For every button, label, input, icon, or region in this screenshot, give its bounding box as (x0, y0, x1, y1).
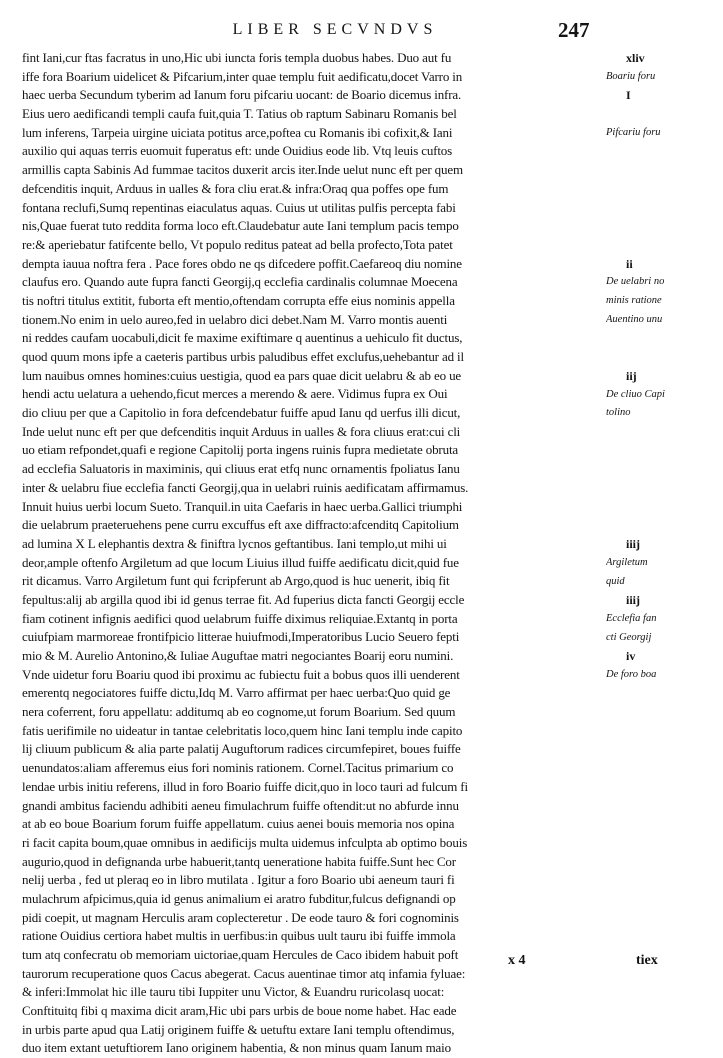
text-line: fontana reclufi,Sumq repentinas eiaculatus aquas. Cuius ut utilitas pulfis percepta fabi (22, 199, 456, 215)
text-line: emerentq negociatores fuiffe dictu,Idq M. Varro affirmat per haec uerba:Quo quid ge (22, 685, 451, 701)
text-line: fepultus:alij ab argilla quod ibi id genus terrae fit. Ad fuperius dicta fancti Georgij eccle (22, 591, 465, 607)
margin-numeral: ii (626, 256, 633, 271)
text-line: duo item extant uetuftiorem Iano originem habentia, & non minus quam Ianum maio (22, 1040, 451, 1056)
text-line: fatis uerifimile no uideatur in tantae celebritatis loco,quem hinc Iani templu inde capito (22, 722, 463, 738)
text-line: auxilio qui aquas terris euomuit fuperatus eft: unde Ouidius eode lib. Vtq leuis cuftos (22, 143, 453, 159)
text-line: fint Iani,cur ftas facratus in uno,Hic ubi iuncta foris templa duobus habes. Duo aut fu (22, 50, 452, 65)
margin-note: Ecclefia fan (606, 613, 657, 624)
text-line: defcenditis inquit, Arduus in ualles & fora cliu erat.& infra:Oraq qua poffes ope fum (22, 180, 449, 196)
text-line: re:& aperiebatur fatifcente bello, Vt populo reditus pateat ad bella profecto,Tota patet (22, 236, 453, 252)
running-title: LIBER SECVNDVS (232, 21, 438, 38)
signature-mark: x 4 (508, 953, 526, 968)
text-line: augurio,quod in defignanda urbe habuerit,tantq ueneratione habita fuiffe.Sunt hec Cor (22, 853, 456, 869)
margin-note: quid (606, 575, 625, 587)
margin-note: De uelabri no (606, 276, 665, 288)
margin-note: Argiletum (606, 556, 648, 568)
text-line: hendi actu uelatura a uehendo,ficut merces a merendo & aere. Vidimus fupra ex Oui (22, 386, 448, 402)
catchword: tiex (636, 953, 658, 968)
text-line: taurorum recuperatione quos Cacus abegerat. Cacus auentinae timor atq infamia fyluae: (22, 965, 466, 981)
text-line: cuiufpiam marmoreae frontifpicio litterae huiufmodi,Imperatoribus Lucio Seuero fepti (22, 629, 460, 645)
text-line: Inde uelut nunc eft per que defcenditis inquit Arduus in ualles & fora cliuus erat:cui cli (22, 423, 461, 439)
text-line: rit dicamus. Varro Argiletum funt qui fcripferunt ab Argo,quod is huc uenerit, ibiq fit (22, 573, 450, 589)
text-line: nera coferrent, foru appellatu: additumq ab eo cognome,ut forum Boarium. Sed quum (22, 704, 456, 720)
text-line: nis,Quae fuerat tuto reddita forma loco eft.Claudebatur aute Iani templum pacis tempo (22, 218, 459, 234)
margin-note: De cliuo Capi (606, 388, 665, 400)
text-line: armillis capta Sabinis Ad fummae tacitos duxerit arcis iter.Inde uelut nunc eft per quem (22, 162, 463, 178)
text-line: deor,ample oftenfo Argiletum ad que locum Liuius illud fuiffe aedificatu dicit,quid fue (22, 554, 459, 570)
text-line: ad lumina X L elephantis dextra & finiftra lycnos geftantibus. Iani templo,ut mihi ui (22, 535, 447, 551)
text-line: tum atq confecratu ob memoriam uictoriae,quam Hercules de Caco ibidem habuit poft (22, 947, 459, 962)
margin-note: De foro boa (606, 669, 657, 681)
text-line: lum nauibus omnes homines:cuius uestigia, quod ea pars quae dicit uelabru & ab eo ue (22, 367, 462, 383)
text-line: in urbis parte apud qua Latij originem fuiffe & uetuftu extare Iani templu oftendimus, (22, 1021, 455, 1037)
text-line: Conftituitq fibi q maxima dicit aram,Hic ubi pars urbis de boue nome habet. Hac eade (22, 1003, 457, 1019)
margin-note: minis ratione (606, 295, 662, 307)
margin-numeral: xliv (626, 51, 645, 65)
text-line: inter & uelabru fiue ecclefia fancti Georgij,qua in uelabri ruinis aedificatam affirmamus. (22, 479, 469, 495)
text-line: & inferi:Immolat hic ille tauru tibi Iuppiter unu Victor, & Euandru ruricolasq uocat: (22, 984, 445, 1000)
text-line: ri facit capita boum,quae omnibus in aedificijs multa uidemus infculpta ab optimo bouis (22, 834, 468, 850)
text-line: lij cliuum publicum & alia parte palatij Auguftorum radices circumfepiret, boues fuiffe (22, 741, 461, 757)
margin-numeral: iij (626, 368, 637, 383)
text-line: pidi coepit, ut magnam Herculis aram coplecteretur . De eode tauro & fori cognominis (22, 909, 459, 925)
margin-numeral: iv (626, 649, 636, 664)
text-line: dempta iauua noftra fera . Pace fores obdo ne qs difcedere poffit.Caefareoq diu nomine (22, 255, 462, 271)
margin-note: cti Georgij (606, 631, 652, 643)
text-line: tis noftri titulus extitit, fuborta eft mentio,oftendam corrupta effe eius nominis appella (22, 292, 455, 308)
text-line: lendae urbis initiu referens, illud in foro Boario fuiffe dicit,quo in loco tauri ad fulcum fi (22, 778, 468, 794)
text-line: mio & M. Aurelio Antonino,& Iuliae Auguftae matri negociantes Boarij eoru numini. (22, 648, 454, 663)
text-line: uenundatos:aliam afferemus eius fori nominis rationem. Cornel.Tacitus primarium co (22, 760, 454, 776)
text-line: ratione Ouidius certiora habet multis in uerfibus:in quibus uult tauru ibi fuiffe immola (22, 928, 456, 944)
margin-note: Pifcariu foru (606, 126, 661, 138)
margin-numeral: I (626, 88, 631, 103)
text-line: tionem.No enim in uelo aureo,fed in uelabro dici debet.Nam M. Varro montis auenti (22, 311, 448, 327)
text-line: ni reddes caufam uocabuli,dicit fe maxime exiftimare q auentinus a uehiculo fit ductus, (22, 330, 463, 346)
text-line: haec uerba Secundum tyberim ad Ianum foru pifcariu uocant: de Boario dicemus infra. (22, 87, 462, 103)
text-line: Innuit huius uerbi locum Sueto. Tranquil.in uita Caefaris in haec uerba.Gallici triumphi (22, 498, 463, 514)
text-line: gnandi ambitus faciendu adhibiti aeneu fimulachrum fuiffe oftendit:ut no abfurde innu (22, 797, 459, 813)
text-line: fiam cotinent infignis aedifici quod uelabrum fuiffe diximus reliquiae.Extantq in porta (22, 610, 458, 626)
margin-note: tolino (606, 407, 631, 419)
running-head (0, 10, 723, 50)
text-line: iffe fora Boarium uidelicet & Pifcarium,inter quae templu fuit aedificatu,docet Varro in (22, 68, 463, 84)
body-text (22, 49, 605, 1058)
text-line: die uelabrum praeteruehens pene curru excuffus eft axe diffracto:afcenditq Capitolium (22, 517, 459, 533)
text-line: claufus ero. Quando aute fupra fancti Georgij,q ecclefia cardinalis columnae Moecena (22, 274, 458, 290)
page-number: 247 (558, 18, 590, 42)
text-line: at ab eo boue Boarium forum fuiffe appellatum. cuius aenei bouis memoria nos opina (22, 816, 455, 832)
margin-notes (604, 49, 716, 949)
margin-numeral: iiij (626, 537, 640, 552)
text-line: mulachrum afpicimus,quia id genus animalium ei aratro fubditur,fulcus defignandi op (22, 890, 456, 906)
text-line: lum inferens, Tarpeia uirgine uiciata potitus arce,poftea cu Romanis ibi cofixit,& Iani (22, 124, 453, 140)
margin-note: Boariu foru (606, 70, 656, 82)
text-line: dio cliuu per que a Capitolio in fora defcendebatur fuiffe apud Ianu qd uerfus illi dicut, (22, 405, 461, 421)
text-line: Vnde uidetur foru Boariu quod ibi proximu ac fubiectu fuit a bobus quos illi uenderent (22, 666, 460, 682)
text-line: uo etiam refpondet,quafi e regione Capitolij porta ingens ruinis fupra medietate obruta (22, 442, 459, 458)
margin-numeral: iiij (626, 593, 640, 608)
text-line: Eius uero aedificandi templi caufa fuit,quia T. Tatius ob raptum Sabinaru Romanis bel (22, 106, 457, 122)
text-line: nelij uerba , fed ut pleraq eo in libro mutilata . Igitur a foro Boario ubi aeneum tauri fi (22, 872, 455, 888)
margin-note: Auentino unu (606, 313, 663, 325)
text-line: ad ecclefia Saluatoris in maximinis, qui cliuus erat etfq nunc ornamentis fpoliatus Ianu (22, 461, 460, 477)
text-line: quod quum mons ipfe a caeteris partibus urbis paludibus effet exclufus,uehebantur ad il (22, 349, 464, 364)
